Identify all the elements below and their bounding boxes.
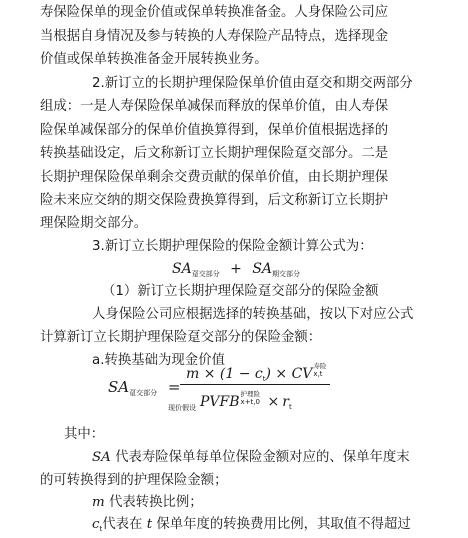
formula-sub-period: 期交部分 (272, 270, 301, 278)
paragraph-line: 的可转换得到的护理保险金额； (40, 473, 228, 488)
symbol-t: t (146, 517, 153, 532)
formula-sub-lump: 趸交部分 (191, 270, 220, 278)
paragraph-line: 当根据自身情况及参与转换的人寿保险产品特点，选择现金 (40, 29, 389, 44)
paragraph-line: 转换基础设定，后文称新订立长期护理保险趸交部分。二是 (40, 146, 389, 161)
paragraph-line: 价值或保单转换准备金开展转换业务。 (40, 52, 268, 67)
paragraph-line: 险保单减保部分的保单价值换算得到，保单价值根据选择的 (40, 123, 389, 138)
definition-line: $c_t$代表在 t 保单年度的转换费用比例，其取值不得超过 (92, 517, 411, 533)
formula-fraction (108, 360, 438, 420)
formula-plus: + (230, 261, 242, 277)
symbol-m: m (92, 495, 105, 510)
paragraph-line: 计算新订立长期护理保险趸交部分的保险金额： (40, 330, 322, 345)
formula-sa: SA (172, 261, 192, 277)
definition-line: m 代表转换比例； (92, 495, 203, 510)
formula-numerator: $m \times (1 - c_t)$ × CV 寿险 x,t (186, 362, 327, 383)
symbol-c: c (92, 517, 100, 532)
definition-line: SA 代表寿险保单每单位保险金额对应的、保单年度末 (92, 450, 410, 465)
paragraph-line: 寿保险保单的现金价值或保单转换准备金。人身保险公司应 (40, 5, 389, 20)
symbol-sa: SA (92, 450, 111, 465)
formula-lhs: SA (108, 378, 130, 396)
subsection-heading: a.转换基础为现金价值 (92, 353, 225, 368)
paragraph-line: 理保险期交部分。 (40, 216, 148, 231)
section-heading: （1）新订立长期护理保险趸交部分的保险金额 (102, 284, 379, 299)
paragraph-line: 险未来应交纳的期交保险费换算得到，后文称新订立长期护 (40, 193, 389, 208)
formula-equals: = (167, 378, 181, 396)
paragraph-line: 长期护理保险保单剩余交费贡献的保单价值，由长期护理保 (40, 170, 389, 185)
paragraph-line: 2.新订立的长期护理保险保单价值由趸交和期交两部分 (92, 76, 413, 91)
formula-sum (172, 260, 300, 283)
paragraph-line: 3.新订立长期护理保险的保险金额计算公式为： (92, 239, 373, 254)
fraction-bar (180, 384, 330, 385)
paragraph-line: 组成：一是人寿保险保单减保而释放的保单价值，由人寿保 (40, 99, 389, 114)
formula-lhs-sub: 趸交部分 (129, 389, 158, 397)
formula-sa-2: SA (252, 261, 273, 277)
paragraph-line: 其中： (64, 427, 105, 442)
formula-denominator: $_{现价假设}$ PVFB 护理险 x+t,0 × $r_t$ (168, 390, 292, 412)
paragraph-line: 人身保险公司应根据选择的转换基础，按以下对应公式 (92, 307, 414, 322)
